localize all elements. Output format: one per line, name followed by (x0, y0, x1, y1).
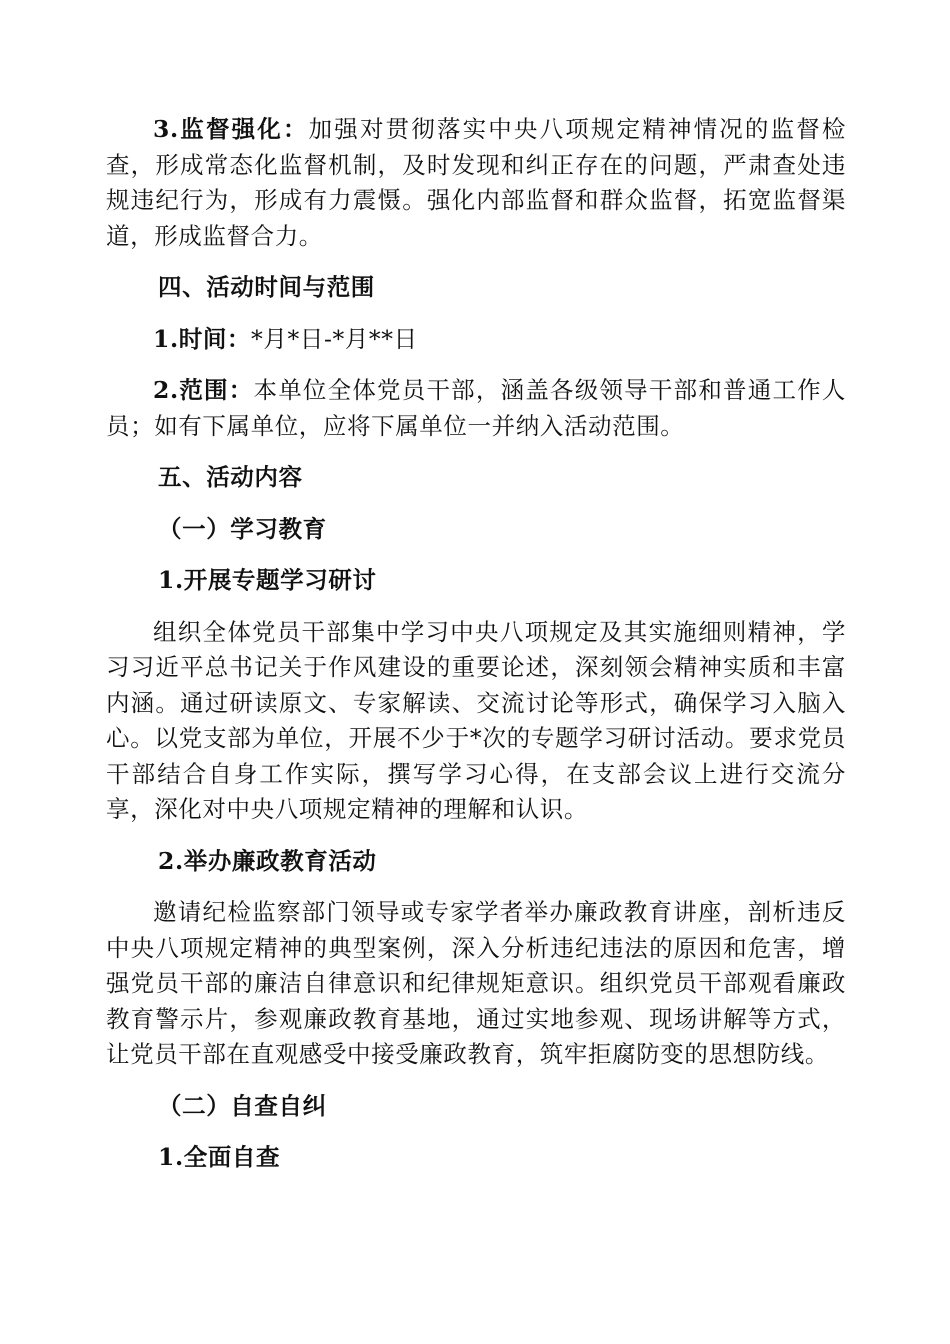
supervision-text: 加强对贯彻落实中央八项规定精神情况的监督检查，形成常态化监督机制，及时发现和纠正存在的问题，严肃查处违规违纪行为，形成有力震慑。强化内部监督和群众监督，拓宽监督渠道，形成监督合力。 (106, 115, 846, 250)
section-heading-five: 五、活动内容 (158, 463, 303, 491)
paragraph-scope (106, 373, 846, 444)
item-heading-full-selfcheck: 1.全面自查 (158, 1143, 281, 1171)
subsection-heading-study: （一）学习教育 (158, 514, 327, 543)
scope-text: 本单位全体党员干部，涵盖各级领导干部和普通工作人员；如有下属单位，应将下属单位一并纳入活动范围。 (106, 376, 846, 440)
document-body (106, 112, 846, 1192)
time-lead: 1.时间： (153, 324, 252, 353)
time-text: *月*日-*月**日 (251, 324, 418, 353)
item-heading-seminar: 1.开展专题学习研讨 (158, 566, 377, 594)
item-heading-integrity: 2.举办廉政教育活动 (158, 846, 377, 875)
scope-lead: 2.范围： (153, 376, 254, 404)
subsection-heading-selfcheck: （二）自查自纠 (158, 1091, 327, 1120)
paragraph-time (106, 322, 846, 358)
paragraph-supervision (106, 112, 846, 254)
section-heading-four: 四、活动时间与范围 (158, 273, 375, 301)
paragraph-integrity: 邀请纪检监察部门领导或专家学者举办廉政教育讲座，剖析违反中央八项规定精神的典型案例，深入分析违纪违法的原因和危害，增强党员干部的廉洁自律意识和纪律规矩意识。组织党员干部观看廉政教育警示片，参观廉政教育基地，通过实地参观、现场讲解等方式，让党员干部在直观感受中接受廉政教育，筑牢拒腐防变的思想防线。 (106, 898, 846, 1068)
supervision-lead: 3.监督强化： (153, 115, 309, 143)
paragraph-study: 组织全体党员干部集中学习中央八项规定及其实施细则精神，学习习近平总书记关于作风建设的重要论述，深刻领会精神实质和丰富内涵。通过研读原文、专家解读、交流讨论等形式，确保学习入脑入心。以党支部为单位，开展不少于*次的专题学习研讨活动。要求党员干部结合自身工作实际，撰写学习心得，在支部会议上进行交流分享，深化对中央八项规定精神的理解和认识。 (106, 617, 846, 823)
